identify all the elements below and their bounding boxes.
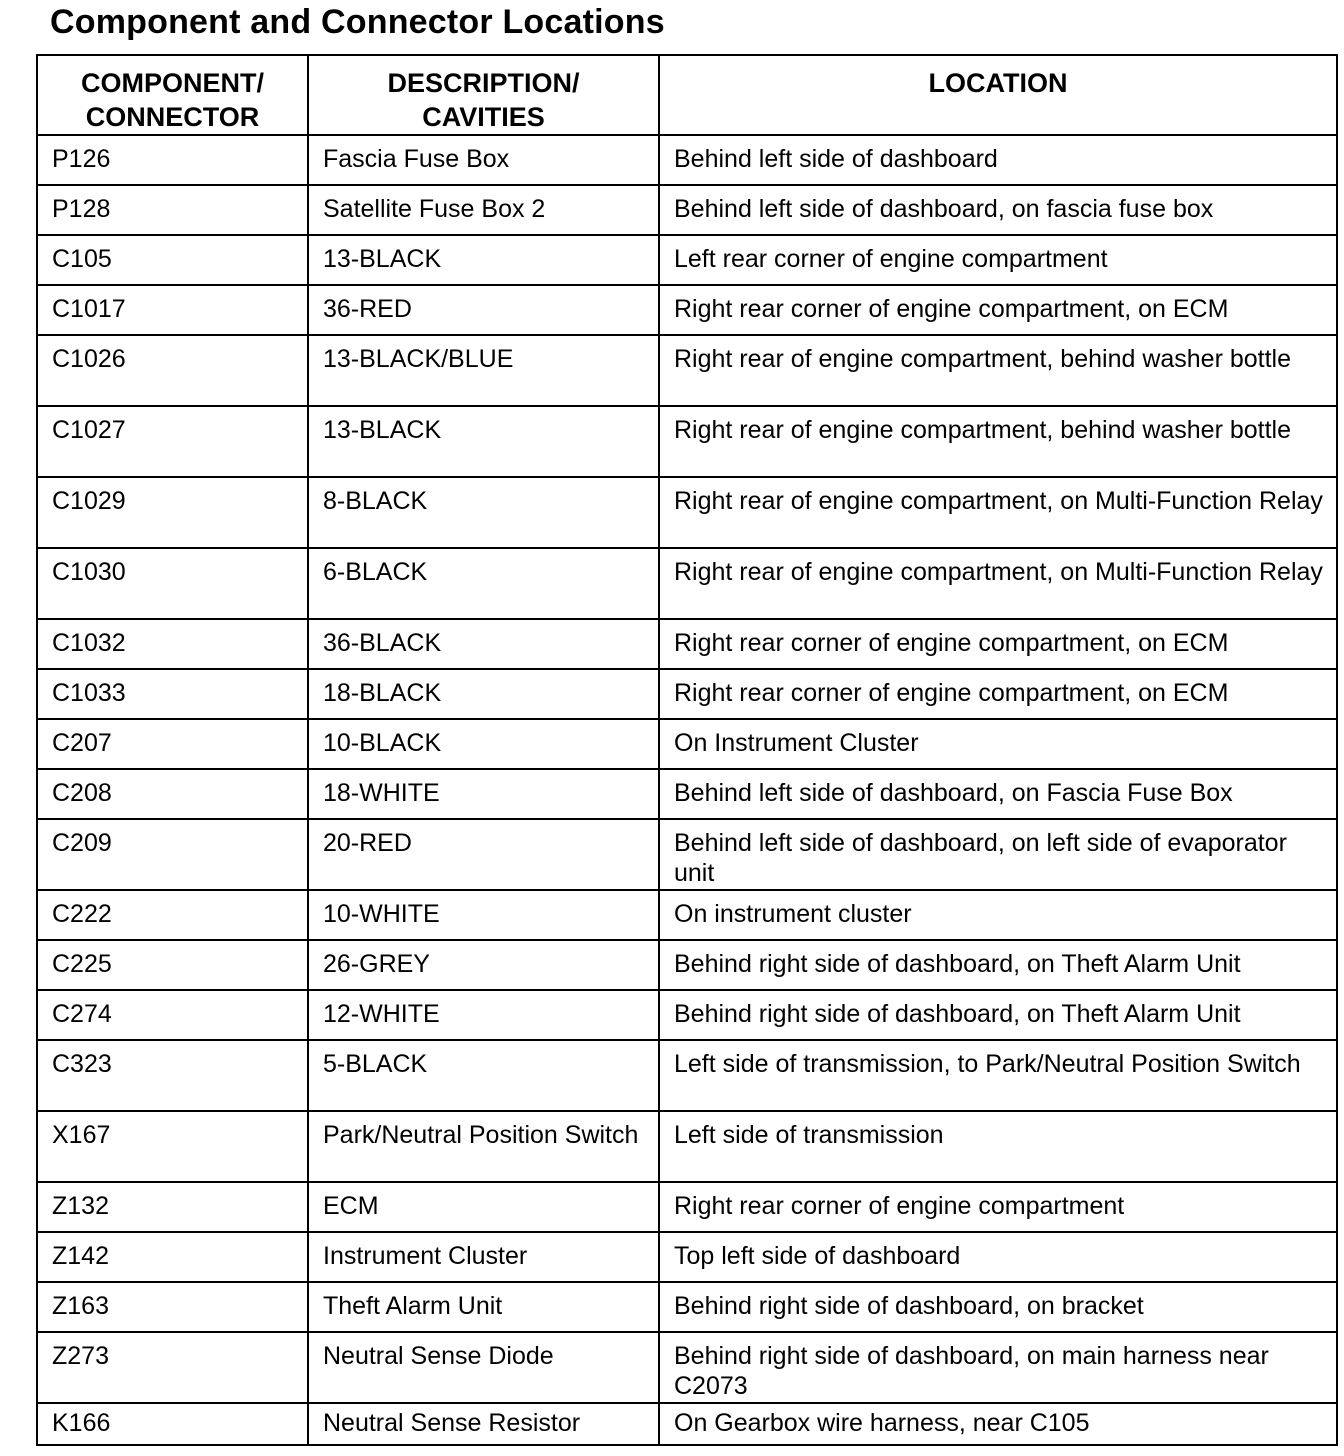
location-cell xyxy=(659,1111,1337,1182)
description-cell xyxy=(308,335,659,406)
table-row xyxy=(37,235,1337,285)
component-cell xyxy=(37,477,308,548)
component-cell-text: Z163 xyxy=(52,1292,109,1320)
component-cell xyxy=(37,890,308,940)
location-cell-text: Left side of transmission xyxy=(674,1121,944,1149)
location-cell-text: Right rear corner of engine compartment xyxy=(674,1192,1125,1220)
description-cell xyxy=(308,1232,659,1282)
location-cell-text: Behind left side of dashboard, on fascia fuse box xyxy=(674,195,1214,223)
component-cell-text: Z273 xyxy=(52,1342,109,1370)
location-cell-text: Left rear corner of engine compartment xyxy=(674,245,1108,273)
component-cell xyxy=(37,1040,308,1111)
location-cell xyxy=(659,185,1337,235)
table-row xyxy=(37,185,1337,235)
header-component-line2: CONNECTOR xyxy=(85,102,260,132)
location-cell xyxy=(659,890,1337,940)
location-cell-text: Right rear corner of engine compartment, on ECM xyxy=(674,679,1229,707)
location-cell xyxy=(659,940,1337,990)
component-cell xyxy=(37,285,308,335)
description-cell-text: Neutral Sense Diode xyxy=(323,1342,554,1370)
description-cell xyxy=(308,1282,659,1332)
location-cell-text: Right rear of engine compartment, behind washer bottle xyxy=(674,416,1292,444)
table-row xyxy=(37,940,1337,990)
description-cell xyxy=(308,285,659,335)
location-cell xyxy=(659,669,1337,719)
component-cell xyxy=(37,1232,308,1282)
location-cell xyxy=(659,1282,1337,1332)
table-row xyxy=(37,990,1337,1040)
component-cell xyxy=(37,940,308,990)
component-cell-text: C207 xyxy=(52,729,112,757)
location-cell xyxy=(659,285,1337,335)
description-cell xyxy=(308,1403,659,1445)
component-cell-text: C225 xyxy=(52,950,112,978)
component-cell-text: C208 xyxy=(52,779,112,807)
component-cell-text: C1026 xyxy=(52,345,126,373)
component-cell-text: P128 xyxy=(52,195,111,223)
description-cell-text: 36-BLACK xyxy=(323,629,442,657)
location-cell-text: Behind right side of dashboard, on Theft Alarm Unit xyxy=(674,950,1241,978)
description-cell-text: 6-BLACK xyxy=(323,558,428,586)
description-cell-text: 13-BLACK xyxy=(323,245,442,273)
location-cell-text: Top left side of dashboard xyxy=(674,1242,961,1270)
component-cell xyxy=(37,769,308,819)
location-cell-text: On Instrument Cluster xyxy=(674,729,919,757)
description-cell-text: 13-BLACK/BLUE xyxy=(323,345,514,373)
table-row xyxy=(37,669,1337,719)
table-row xyxy=(37,1282,1337,1332)
component-cell-text: P126 xyxy=(52,145,111,173)
component-cell-text: C209 xyxy=(52,829,112,857)
description-cell xyxy=(308,1040,659,1111)
component-cell-text: C105 xyxy=(52,245,112,273)
description-cell xyxy=(308,477,659,548)
location-cell xyxy=(659,477,1337,548)
table-row xyxy=(37,619,1337,669)
table-row xyxy=(37,1182,1337,1232)
component-cell-text: Z142 xyxy=(52,1242,109,1270)
description-cell-text: 18-BLACK xyxy=(323,679,442,707)
description-cell xyxy=(308,185,659,235)
component-cell xyxy=(37,185,308,235)
location-cell-text: Right rear of engine compartment, on Multi-Function Relay xyxy=(674,558,1323,586)
component-cell xyxy=(37,1403,308,1445)
description-cell-text: 36-RED xyxy=(323,295,412,323)
component-cell xyxy=(37,1332,308,1403)
component-cell xyxy=(37,619,308,669)
component-location-table xyxy=(36,54,1338,1446)
location-cell xyxy=(659,990,1337,1040)
table-row xyxy=(37,548,1337,619)
location-cell-text: Behind right side of dashboard, on Theft Alarm Unit xyxy=(674,1000,1241,1028)
component-cell xyxy=(37,819,308,890)
component-cell xyxy=(37,406,308,477)
location-cell xyxy=(659,335,1337,406)
description-cell xyxy=(308,769,659,819)
table-row xyxy=(37,285,1337,335)
location-cell-text: Behind left side of dashboard, on left side of evaporator unit xyxy=(674,829,1287,887)
description-cell-text: 10-WHITE xyxy=(323,900,440,928)
location-cell xyxy=(659,1332,1337,1403)
description-cell-text: ECM xyxy=(323,1192,379,1220)
description-cell-text: 8-BLACK xyxy=(323,487,428,515)
description-cell-text: 20-RED xyxy=(323,829,412,857)
component-cell xyxy=(37,669,308,719)
description-cell xyxy=(308,1182,659,1232)
header-description-line2: CAVITIES xyxy=(422,102,545,132)
component-cell-text: Z132 xyxy=(52,1192,109,1220)
description-cell xyxy=(308,135,659,185)
location-cell-text: Behind left side of dashboard xyxy=(674,145,998,173)
table-row xyxy=(37,1403,1337,1445)
table-row xyxy=(37,406,1337,477)
component-cell-text: C1027 xyxy=(52,416,126,444)
description-cell-text: Satellite Fuse Box 2 xyxy=(323,195,546,223)
header-description-cavities xyxy=(308,55,659,135)
table-row xyxy=(37,769,1337,819)
table-row xyxy=(37,135,1337,185)
component-cell xyxy=(37,1282,308,1332)
table-row xyxy=(37,335,1337,406)
description-cell-text: 10-BLACK xyxy=(323,729,442,757)
description-cell-text: 18-WHITE xyxy=(323,779,440,807)
component-cell-text: C1032 xyxy=(52,629,126,657)
location-cell xyxy=(659,1232,1337,1282)
location-cell xyxy=(659,719,1337,769)
location-cell-text: Left side of transmission, to Park/Neutral Position Switch xyxy=(674,1050,1301,1078)
location-cell xyxy=(659,769,1337,819)
description-cell-text: 12-WHITE xyxy=(323,1000,440,1028)
description-cell xyxy=(308,819,659,890)
description-cell xyxy=(308,619,659,669)
description-cell xyxy=(308,235,659,285)
header-location-label: LOCATION xyxy=(928,68,1068,98)
location-cell-text: Behind left side of dashboard, on Fascia Fuse Box xyxy=(674,779,1233,807)
table-row xyxy=(37,1111,1337,1182)
description-cell xyxy=(308,719,659,769)
description-cell-text: Park/Neutral Position Switch xyxy=(323,1121,639,1149)
location-cell xyxy=(659,548,1337,619)
location-cell xyxy=(659,1182,1337,1232)
location-cell-text: Right rear of engine compartment, behind washer bottle xyxy=(674,345,1292,373)
description-cell-text: 5-BLACK xyxy=(323,1050,428,1078)
location-cell xyxy=(659,135,1337,185)
component-cell xyxy=(37,548,308,619)
description-cell xyxy=(308,940,659,990)
component-cell xyxy=(37,1182,308,1232)
description-cell xyxy=(308,548,659,619)
description-cell xyxy=(308,990,659,1040)
location-cell xyxy=(659,235,1337,285)
component-cell-text: C222 xyxy=(52,900,112,928)
table-header-row xyxy=(37,55,1337,135)
location-cell-text: On instrument cluster xyxy=(674,900,912,928)
header-description-line1: DESCRIPTION/ xyxy=(387,68,580,98)
table-row xyxy=(37,477,1337,548)
component-cell xyxy=(37,335,308,406)
description-cell xyxy=(308,669,659,719)
location-cell xyxy=(659,1040,1337,1111)
location-cell-text: Behind right side of dashboard, on bracket xyxy=(674,1292,1144,1320)
location-cell xyxy=(659,406,1337,477)
table-row xyxy=(37,819,1337,890)
component-cell-text: C1017 xyxy=(52,295,126,323)
page-title: Component and Connector Locations xyxy=(50,3,665,41)
table-row xyxy=(37,1232,1337,1282)
location-cell-text: Right rear corner of engine compartment, on ECM xyxy=(674,629,1229,657)
location-cell xyxy=(659,819,1337,890)
table-row xyxy=(37,719,1337,769)
component-cell xyxy=(37,1111,308,1182)
table-row xyxy=(37,890,1337,940)
component-cell-text: X167 xyxy=(52,1121,111,1149)
description-cell-text: Neutral Sense Resistor xyxy=(323,1409,581,1437)
description-cell-text: 26-GREY xyxy=(323,950,430,978)
component-cell-text: C323 xyxy=(52,1050,112,1078)
description-cell-text: Theft Alarm Unit xyxy=(323,1292,503,1320)
description-cell-text: Instrument Cluster xyxy=(323,1242,528,1270)
location-cell xyxy=(659,1403,1337,1445)
component-cell xyxy=(37,719,308,769)
component-cell-text: C274 xyxy=(52,1000,112,1028)
component-cell xyxy=(37,135,308,185)
location-cell-text: Right rear corner of engine compartment, on ECM xyxy=(674,295,1229,323)
table-row xyxy=(37,1332,1337,1403)
description-cell-text: Fascia Fuse Box xyxy=(323,145,510,173)
component-cell-text: C1029 xyxy=(52,487,126,515)
description-cell xyxy=(308,890,659,940)
location-cell-text: Behind right side of dashboard, on main harness near C2073 xyxy=(674,1342,1269,1400)
header-component-connector xyxy=(37,55,308,135)
description-cell-text: 13-BLACK xyxy=(323,416,442,444)
component-cell xyxy=(37,990,308,1040)
description-cell xyxy=(308,1332,659,1403)
location-cell-text: On Gearbox wire harness, near C105 xyxy=(674,1409,1090,1437)
component-cell xyxy=(37,235,308,285)
component-cell-text: C1030 xyxy=(52,558,126,586)
location-cell xyxy=(659,619,1337,669)
header-location xyxy=(659,55,1337,135)
header-component-line1: COMPONENT/ xyxy=(80,68,264,98)
location-cell-text: Right rear of engine compartment, on Multi-Function Relay xyxy=(674,487,1323,515)
description-cell xyxy=(308,1111,659,1182)
description-cell xyxy=(308,406,659,477)
table-row xyxy=(37,1040,1337,1111)
component-cell-text: K166 xyxy=(52,1409,111,1437)
component-cell-text: C1033 xyxy=(52,679,126,707)
